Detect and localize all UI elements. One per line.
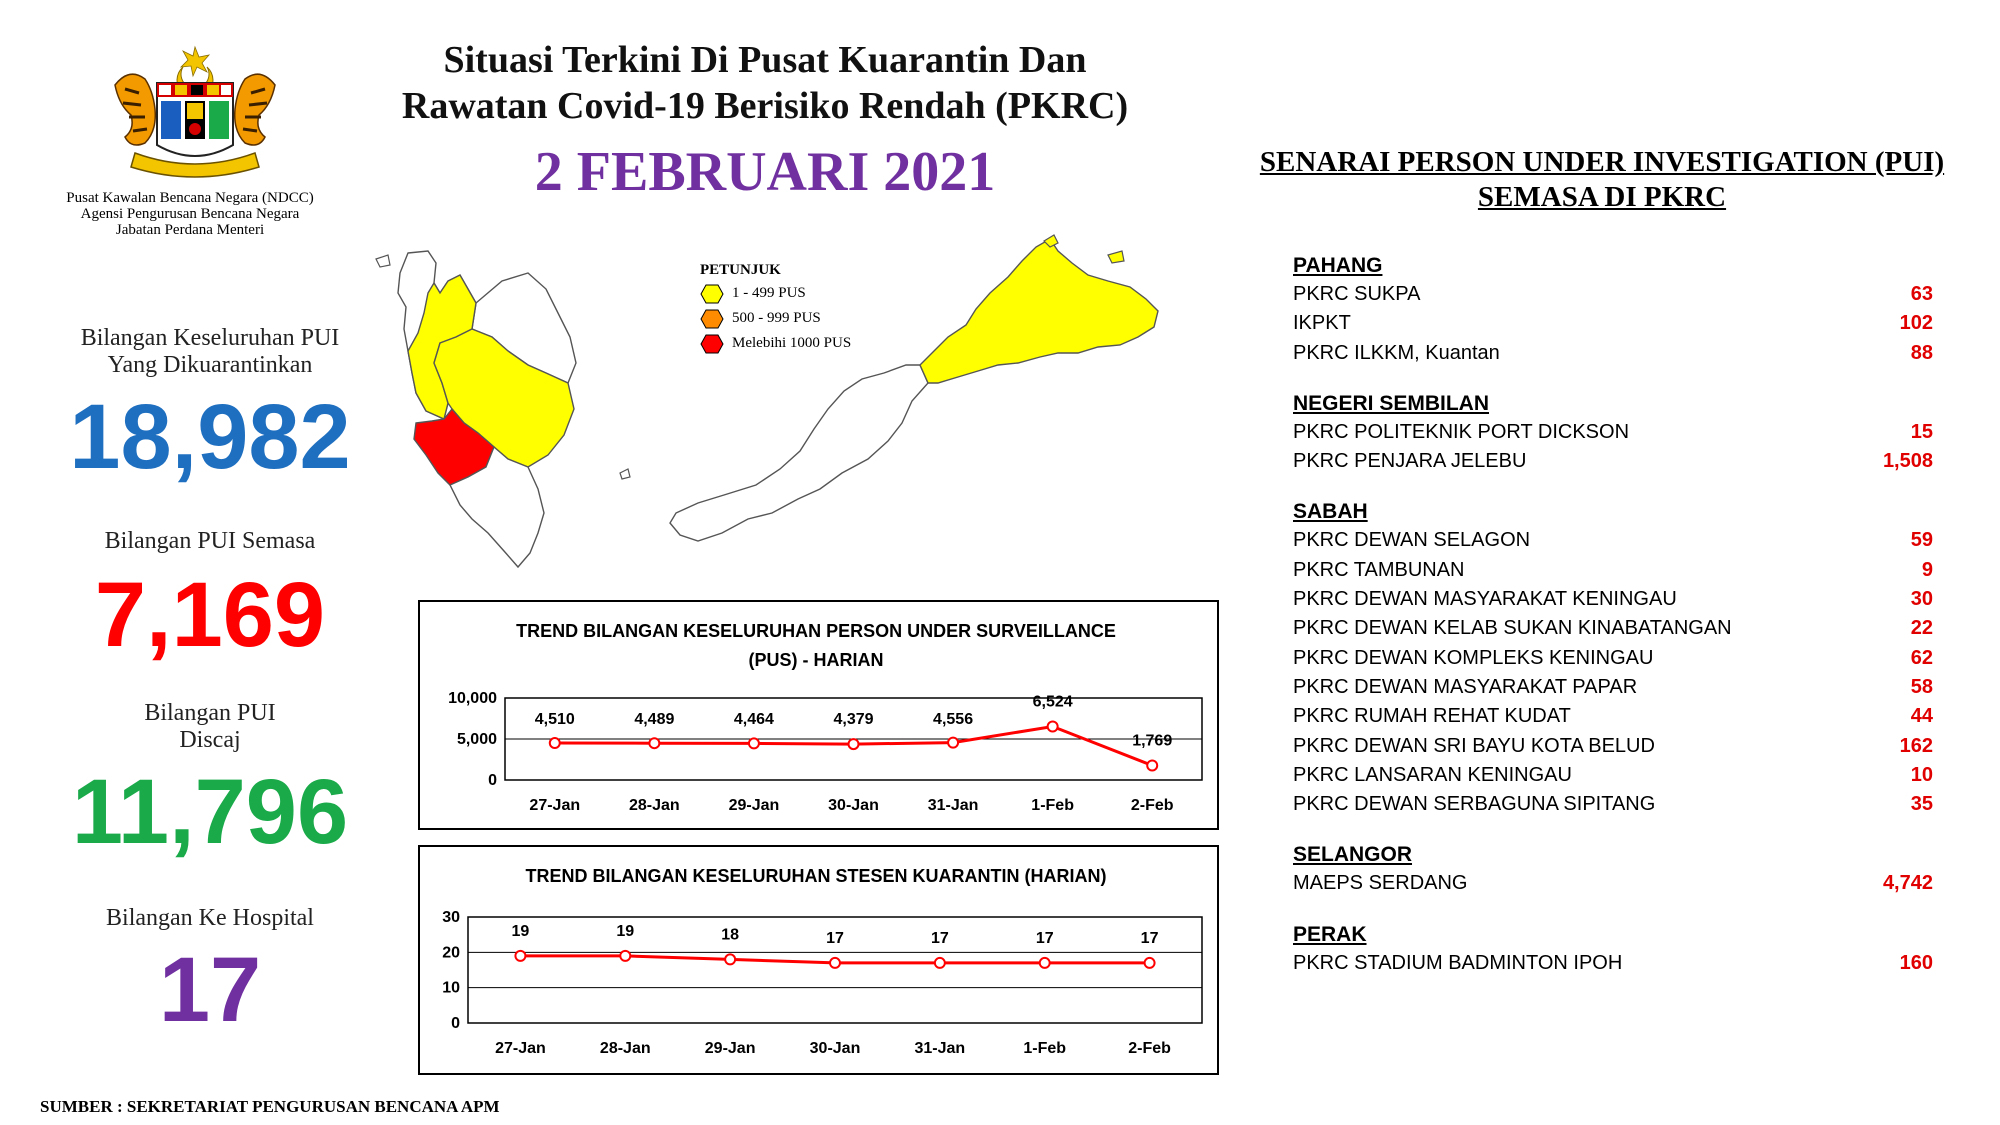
discharged-pui-label (40, 700, 380, 754)
centre-row (1293, 556, 1933, 585)
data-point (935, 958, 945, 968)
data-point (515, 951, 525, 961)
discharged-pui-label-line-2: Discaj (179, 727, 241, 753)
data-label: 4,489 (634, 711, 675, 728)
y-tick-label: 20 (442, 944, 460, 962)
x-tick-label: 1-Feb (1023, 1040, 1067, 1057)
centre-pui-count: 30 (1910, 588, 1933, 611)
centre-name: IKPKT (1293, 312, 1351, 335)
legend-swatch-high (700, 334, 724, 354)
state-name: SELANGOR (1293, 843, 1413, 867)
discharged-pui-label-line-1: Bilangan PUI (144, 700, 276, 726)
centre-row (1293, 673, 1933, 702)
data-point (725, 954, 735, 964)
centre-name: PKRC LANSARAN KENINGAU (1293, 763, 1572, 786)
legend-item-low (700, 285, 870, 304)
centre-pui-count: 10 (1910, 763, 1933, 786)
data-point (620, 951, 630, 961)
state-name: PERAK (1293, 922, 1367, 946)
centre-pui-count: 22 (1910, 617, 1933, 640)
x-tick-label: 31-Jan (914, 1040, 966, 1057)
hospital-label: Bilangan Ke Hospital (106, 905, 314, 931)
centre-pui-count: 63 (1910, 283, 1933, 305)
data-label: 17 (930, 929, 949, 947)
x-tick-label: 28-Jan (599, 1040, 651, 1057)
y-tick-label: 30 (442, 909, 460, 926)
data-label: 19 (616, 922, 635, 940)
centre-row (1293, 949, 1933, 978)
data-point (830, 958, 840, 968)
state-block (1293, 498, 1933, 819)
centre-pui-count: 44 (1910, 705, 1933, 728)
total-pui-label (40, 325, 380, 379)
data-point (1040, 958, 1050, 968)
centre-pui-count: 59 (1910, 529, 1933, 552)
centre-pui-count: 15 (1910, 420, 1933, 443)
centre-row (1293, 702, 1933, 731)
state-block (1293, 921, 1933, 978)
agency-name (40, 190, 340, 238)
centre-pui-count: 62 (1910, 646, 1933, 669)
centre-name: PKRC POLITEKNIK PORT DICKSON (1293, 420, 1630, 443)
x-tick-label: 27-Jan (495, 1040, 546, 1057)
agency-line-2: Agensi Pengurusan Bencana Negara (80, 206, 300, 222)
centre-name: PKRC SUKPA (1293, 283, 1421, 305)
legend-label-high: Melebihi 1000 PUS (732, 335, 852, 351)
page-title-line-1: Situasi Terkini Di Pusat Kuarantin Dan (443, 39, 1087, 81)
legend-item-medium (700, 310, 870, 329)
centre-row (1293, 418, 1933, 447)
pus-trend-chart (418, 600, 1219, 830)
pui-list (1293, 252, 1933, 978)
centre-name: PKRC DEWAN MASYARAKAT PAPAR (1293, 675, 1638, 698)
data-point (1147, 760, 1157, 770)
legend-item-high (700, 335, 870, 354)
centre-name: PKRC DEWAN SERBAGUNA SIPITANG (1293, 793, 1656, 816)
centre-row (1293, 280, 1933, 309)
data-point (849, 739, 859, 749)
centre-pui-count: 160 (1899, 951, 1933, 974)
centre-row (1293, 585, 1933, 614)
centre-row (1293, 732, 1933, 761)
pui-list-title-line-1: SENARAI PERSON UNDER INVESTIGATION (PUI) (1259, 146, 1945, 178)
current-pui-value: 7,169 (94, 564, 326, 666)
data-point (1048, 722, 1058, 732)
data-label: 17 (1140, 929, 1159, 947)
legend-label-medium: 500 - 999 PUS (732, 310, 821, 326)
legend-title: PETUNJUK (700, 262, 781, 278)
quarantine-station-trend-chart-svg (420, 847, 1217, 1073)
chart-title-line-2: (PUS) - HARIAN (748, 650, 884, 670)
centre-row (1293, 526, 1933, 555)
legend-swatch-low (700, 284, 724, 304)
discharged-pui-value: 11,796 (71, 761, 349, 863)
y-tick-label: 0 (451, 1015, 460, 1032)
hospital-value: 17 (158, 939, 262, 1041)
report-date: 2 FEBRUARI 2021 (534, 141, 996, 203)
data-label: 4,510 (534, 711, 575, 728)
x-tick-label: 1-Feb (1031, 797, 1074, 814)
data-label: 18 (721, 926, 740, 944)
centre-row (1293, 447, 1933, 476)
state-name: NEGERI SEMBILAN (1293, 391, 1490, 415)
centre-row (1293, 309, 1933, 338)
x-tick-label: 29-Jan (728, 797, 780, 814)
centre-name: MAEPS SERDANG (1293, 872, 1468, 895)
map-legend (700, 262, 870, 360)
centre-name: PKRC DEWAN SELAGON (1293, 529, 1531, 552)
centre-row (1293, 761, 1933, 790)
agency-line-1: Pusat Kawalan Bencana Negara (NDCC) (66, 190, 314, 206)
x-tick-label: 30-Jan (809, 1040, 861, 1057)
centre-name: PKRC STADIUM BADMINTON IPOH (1293, 951, 1623, 974)
x-tick-label: 2-Feb (1130, 797, 1174, 814)
centre-pui-count: 9 (1921, 558, 1933, 581)
data-label: 4,464 (733, 711, 774, 728)
state-name: SABAH (1293, 500, 1368, 524)
centre-name: PKRC DEWAN KOMPLEKS KENINGAU (1293, 646, 1654, 669)
centre-pui-count: 35 (1910, 793, 1933, 816)
x-tick-label: 31-Jan (927, 797, 979, 814)
centre-pui-count: 162 (1899, 734, 1933, 757)
agency-line-3: Jabatan Perdana Menteri (115, 222, 265, 238)
state-block (1293, 841, 1933, 898)
data-label: 17 (1035, 929, 1054, 947)
total-pui-label-line-2: Yang Dikuarantinkan (107, 352, 313, 378)
centre-name: PKRC TAMBUNAN (1293, 558, 1465, 581)
centre-name: PKRC ILKKM, Kuantan (1293, 341, 1500, 364)
centre-pui-count: 58 (1910, 675, 1933, 698)
legend-label-low: 1 - 499 PUS (732, 285, 806, 301)
data-label: 4,379 (833, 711, 874, 728)
total-pui-label-line-1: Bilangan Keseluruhan PUI (80, 325, 340, 351)
source-note: SUMBER : SEKRETARIAT PENGURUSAN BENCANA APM (40, 1097, 500, 1116)
centre-name: PKRC DEWAN MASYARAKAT KENINGAU (1293, 588, 1677, 611)
centre-row (1293, 790, 1933, 819)
data-point (948, 738, 958, 748)
x-tick-label: 28-Jan (629, 797, 680, 814)
state-block (1293, 390, 1933, 477)
data-label: 6,524 (1032, 693, 1073, 711)
data-label: 19 (511, 922, 530, 940)
centre-pui-count: 1,508 (1882, 450, 1933, 473)
data-point (649, 738, 659, 748)
quarantine-station-trend-chart (418, 845, 1219, 1075)
state-name: PAHANG (1293, 254, 1383, 277)
total-pui-value: 18,982 (69, 386, 351, 488)
current-pui-label: Bilangan PUI Semasa (104, 528, 316, 554)
data-point (749, 738, 759, 748)
coat-of-arms-logo (95, 45, 295, 185)
y-tick-label: 10 (442, 979, 460, 997)
y-tick-label: 10,000 (448, 690, 497, 707)
data-point (550, 738, 560, 748)
x-tick-label: 30-Jan (828, 797, 879, 814)
centre-name: PKRC DEWAN KELAB SUKAN KINABATANGAN (1293, 617, 1732, 640)
centre-name: PKRC DEWAN SRI BAYU KOTA BELUD (1293, 734, 1655, 757)
y-tick-label: 5,000 (456, 731, 497, 748)
data-label: 17 (826, 929, 844, 947)
data-label: 4,556 (933, 711, 974, 728)
pui-list-title-line-2: SEMASA DI PKRC (1477, 181, 1727, 213)
centre-pui-count: 102 (1899, 312, 1933, 335)
pus-trend-chart-svg (420, 602, 1217, 828)
data-point (1145, 958, 1155, 968)
page-title-line-2: Rawatan Covid-19 Berisiko Rendah (PKRC) (401, 85, 1129, 127)
legend-swatch-medium (700, 309, 724, 329)
centre-pui-count: 88 (1910, 341, 1933, 364)
centre-name: PKRC RUMAH REHAT KUDAT (1293, 705, 1571, 728)
x-tick-label: 29-Jan (704, 1040, 756, 1057)
state-block (1293, 252, 1933, 368)
centre-row (1293, 644, 1933, 673)
y-tick-label: 0 (488, 772, 497, 789)
data-label: 1,769 (1132, 732, 1173, 750)
centre-row (1293, 869, 1933, 898)
centre-pui-count: 4,742 (1882, 872, 1933, 895)
chart-title-line-1: TREND BILANGAN KESELURUHAN STESEN KUARANTIN (HARIAN) (525, 866, 1107, 886)
centre-name: PKRC PENJARA JELEBU (1293, 450, 1527, 473)
chart-title-line-1: TREND BILANGAN KESELURUHAN PERSON UNDER SURVEILLANCE (516, 621, 1116, 641)
centre-row (1293, 339, 1933, 368)
x-tick-label: 2-Feb (1128, 1040, 1171, 1057)
centre-row (1293, 614, 1933, 643)
x-tick-label: 27-Jan (529, 797, 581, 814)
